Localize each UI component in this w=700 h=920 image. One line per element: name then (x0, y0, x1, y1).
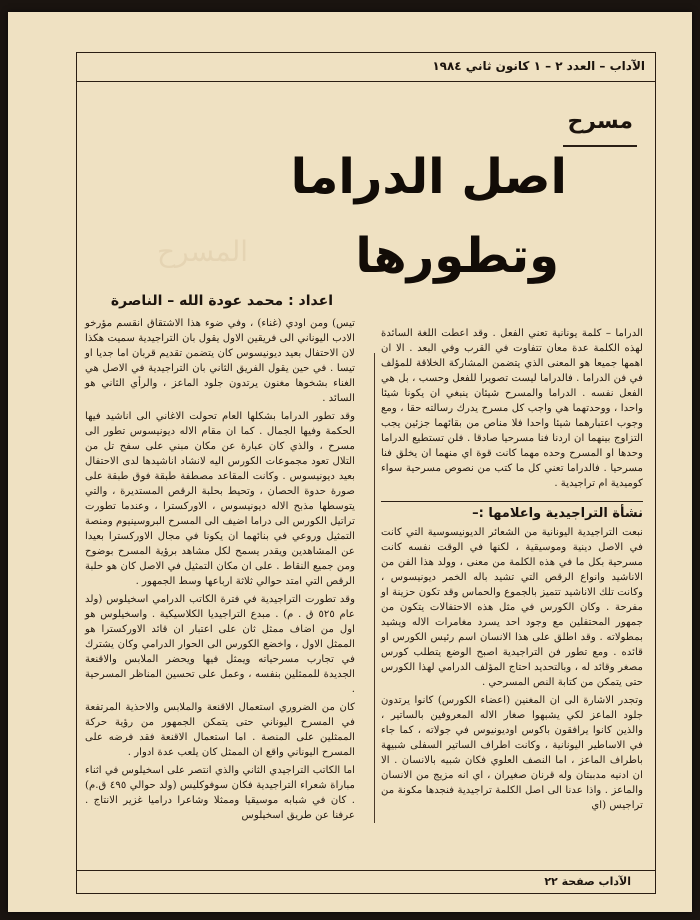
subheading: نشأة التراجيدية واعلامها :– (381, 501, 643, 521)
page-frame (76, 52, 656, 894)
paragraph: الدراما – كلمة يونانية تعني الفعل . وقد اعطت اللغة السائدة لهذه الكلمة عدة معان تتفاوت في القرب وفي البعد . الا ان اهمها جميعا هو المعنى الذي يتضمن المشاركة الخلاقة للمؤلف في فن الدراما . فالدراما ليست تصويرا للفعل وحسب ، بل هي الفعل نفسه . الدراما والمسرح شيئان ينبغي ان يكونا شيئا واحدا ، ووحدتهما هي واجب كل مسرح يدرك رسالته حقا ، ومع وجوب اعتبارهما شيئا واحدا فلا مناص من بقائهما جزئين يجب التزاوج بينهما ان اردنا فنا مسرحيا صادقا . فلن تستطيع الدراما وحدها او المسرح وحده مهما كانت قوة اي منهما ان يخلق فنا مسرحيا . فالدراما تعني كل ما كتب من نصوص مسرحية سواء كوميدية ام تراجيدية . (381, 328, 643, 489)
magazine-page (8, 12, 692, 912)
paragraph: وقد تطور الدراما بشكلها العام تحولت الاغاني الى اناشيد فيها الحكمة وفيها الجمال . كما ان مقام الاله ديونيسوس تطور الى مسرح ، والذي كان عبارة عن مكان مبني على سفح تل من التلال تعود مجموعات الكورس اليه لانشاد اناشيدها لدى الاحتفال بعيد ديونيسوس . وكانت المقاعد مصطفة طبقة فوق طبقة على صورة حدوة الحصان ، وتحيط بحلبة الرقص المستديرة ، والتي يتوسطها مذبح الاله ديونيسوس ، الاوركسترا ، وعندما تطورت تراتيل الكورس الى دراما اضيف الى المسرح البروسينيوم ومنصة التمثيل وروعي في بنائهما ان يكونا في مجال الاوركسترا بعيدا عن المشاهدين ويقدر يسمح لكل مشاهد برؤية المسرح بوضوح ومن جميع النقاط . على ان مكان التمثيل في الاصل كان هو حلبة الرقص التي امتد حوالي ثلاثة ارباعها وسط الجمهور . (85, 411, 355, 587)
paragraph: وتجدر الاشارة الى ان المغنين (اعضاء الكورس) كانوا يرتدون جلود الماعز لكي يشبهوا صغار الاله المعروفين بالساتير ، والذين كانوا يرافقون باكوس اوديونيوس في جولاته ، كما جاء في الاساطير اليونانية ، وكانت اطراف الساتير السفلى شبيهة باطراف الماعز ، اما النصف العلوي فكان شبيه بالانسان . الا ان ادنيه مدببتان وله قرنان صغيران ، اي انه مزيج من الانسان والماعز . واذا عدنا الى اصل الكلمة تراجيدية فنجدها مكونة من تراجيس (اي (381, 695, 643, 811)
header-text: الآداب – العدد ٢ – ١ كانون ثاني ١٩٨٤ (432, 59, 645, 73)
footer-text: الآداب صفحة ٢٢ (544, 875, 631, 888)
right-column (381, 326, 643, 816)
paragraph: تيس) ومن اودي (غناء) ، وفي ضوء هذا الاشتقاق انقسم مؤرخو الادب اليوناني الى فريقين الاول يقول بان التراجيدية سميت هكذا لان الاحتفال بعيد ديونيسوس كان يتضمن تقديم قربان اما جديا او تيسا . في حين يقول الفريق الثاني بان التراجيدية في الاصل هي الغناء بشخوها مغنون يرتدون جلود الماعز ، والرأي الثاني هو السائد . (85, 318, 355, 404)
article-title-line2: وتطورها (355, 228, 559, 284)
paragraph: نبعت التراجيدية اليونانية من الشعائر الديونيسوسية التي كانت في الاصل دينية وموسيقية ، لكنها في الوقت نفسه كانت مسرحية بكل ما في هذه الكلمة من معنى ، وولد هذا الفن من الاناشيد وانواع الرقص التي تشيد باله الخمر ديونيسوس ، وكانت تلك الاناشيد تتميز بالجموع والحماس وقد تكون حزينة او مفرحة . وكان الكورس في مثل هذه الاحتفالات يتكون من جمهور المحتفلين مع وجود احد يسرد مغامرات الاله ويشيد بمطولاته . وقد اطلق على هذا الانسان اسم رئيس الكورس او قائده . ومع تطور فن التراجيدية اصبح الوضع يتطلب كورس مصغر وقائد له ، وبالتحديد احتاج المؤلف الدرامي لهذا الكورس حتى يتمكن من كتابة النص المسرحي . (381, 527, 643, 688)
article-title-line1: اصل الدراما (290, 149, 567, 205)
running-header (77, 53, 655, 82)
page-footer (77, 870, 655, 893)
left-column (85, 316, 355, 826)
section-rule (563, 145, 637, 147)
paragraph: اما الكاتب التراجيدي الثاني والذي انتصر على اسخيلوس في اثناء مباراة شعراء التراجيدية فكان سوفوكليس (ولد حوالي ٤٩٥ ق.م) . كان في شبابه موسيقيا وممثلا وشاعرا دراميا غزير الانتاج . عرفنا عن طريق اسخيلوس (85, 765, 355, 821)
paragraph: كان من الضروري استعمال الاقنعة والملابس والاحذية المرتفعة في المسرح اليوناني حتى يتمكن الجمهور من رؤية حركة الممثلين على المنصة . اما استعمال الاقنعة فقد فرضه على المسرح اليوناني واقع ان الممثل كان يلعب عدة ادوار . (85, 702, 355, 758)
section-label: مسرح (567, 109, 633, 134)
column-divider (374, 353, 375, 823)
ghost-text: المسرح (157, 235, 248, 268)
author-byline: اعداد : محمد عودة الله – الناصرة (110, 293, 333, 309)
paragraph: وقد تطورت التراجيدية في فترة الكاتب الدرامي اسخيلوس (ولد عام ٥٢٥ ق . م) . مبدع التراجيديا الكلاسيكية . واسخيلوس هو اول من اضاف ممثل ثان على اعتبار ان قائد الاوركسترا هو الممثل الاول ، واخضع الكورس الى الحوار الدرامي وكان يشترك في تجارب مسرحياته ويمثل فيها ويحضر الملابس والاقنعة الجديدة للممثلين بنفسه ، وعمل على تحسين المناظر المسرحية . (85, 594, 355, 695)
